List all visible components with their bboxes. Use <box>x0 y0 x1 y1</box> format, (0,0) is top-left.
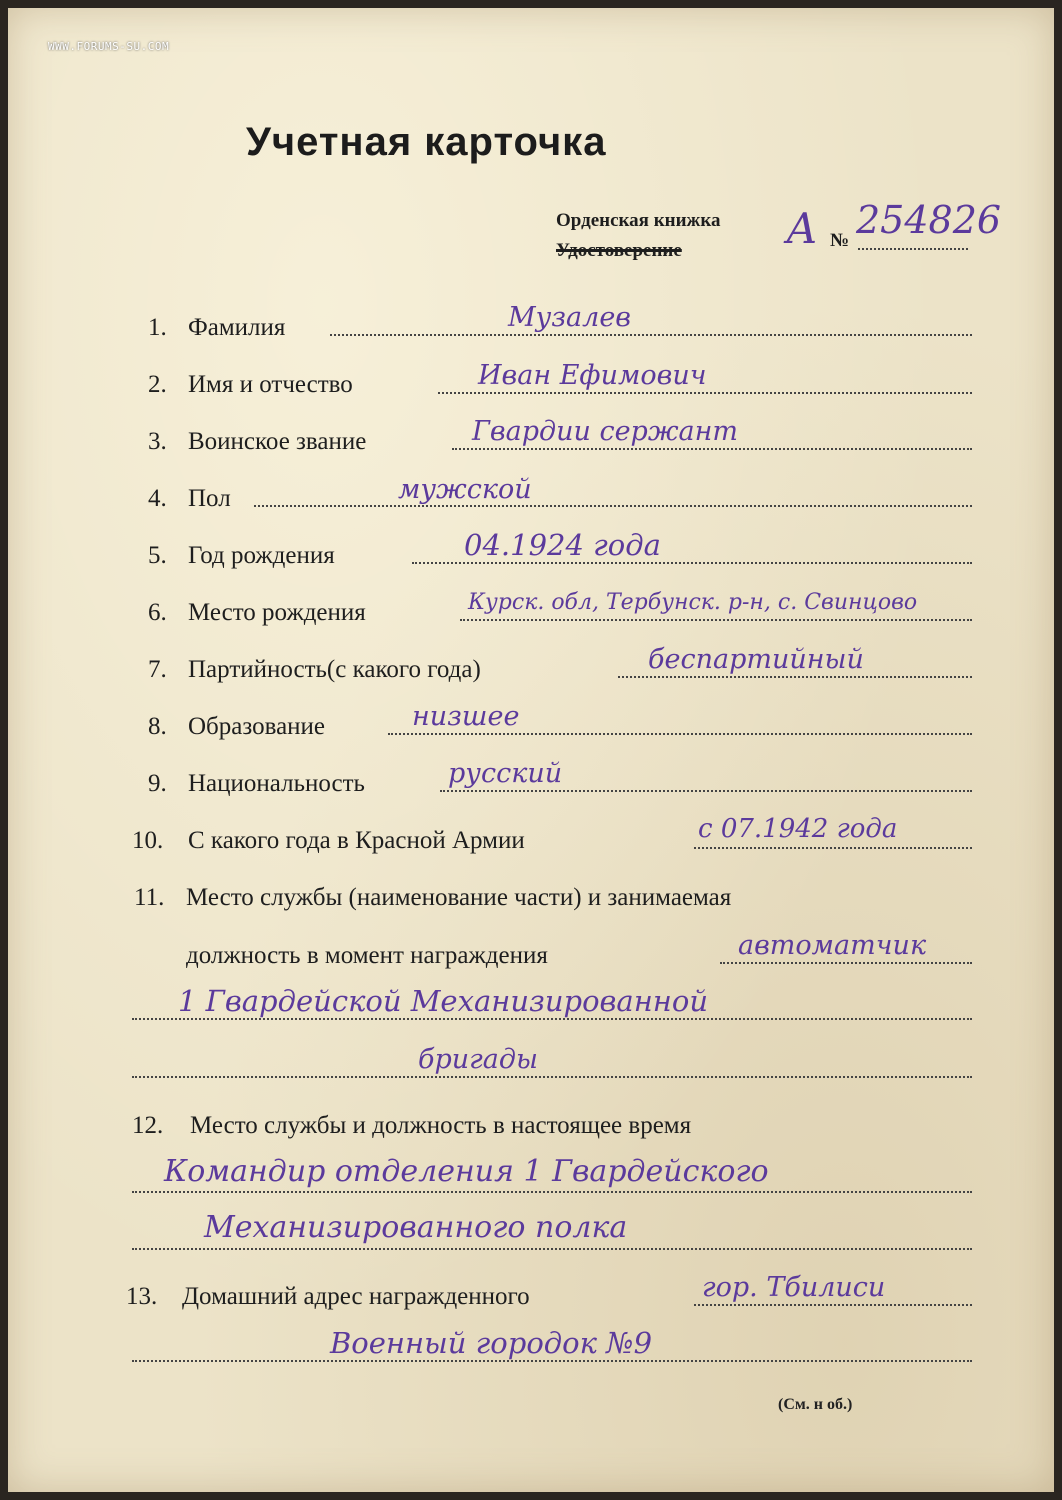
field-7-line <box>618 676 972 678</box>
field-3-value: Гвардии сержант <box>472 416 739 447</box>
field-1-value: Музалев <box>508 302 632 333</box>
field-13-line-1 <box>694 1304 972 1306</box>
field-3-line <box>452 448 972 450</box>
field-5-value: 04.1924 года <box>464 528 661 562</box>
field-6-number: 6. <box>148 599 167 626</box>
field-5-number: 5. <box>148 542 167 569</box>
field-4-line <box>254 505 972 507</box>
field-8-label: Образование <box>188 713 326 740</box>
field-11-value-line3: бригады <box>418 1044 538 1075</box>
field-8-line <box>388 733 972 735</box>
field-7-number: 7. <box>148 656 167 683</box>
field-4-label: Пол <box>188 485 231 512</box>
field-4-value: мужской <box>398 474 532 505</box>
field-7-value: беспартийный <box>648 644 864 675</box>
field-13-label: Домашний адрес награжденного <box>182 1283 530 1310</box>
document-number: 254826 <box>856 198 1002 242</box>
field-9-line <box>440 790 972 792</box>
document-series: А <box>786 204 818 253</box>
field-11-number: 11. <box>134 884 165 911</box>
number-sign: № <box>830 230 850 251</box>
field-12-line-2 <box>132 1248 972 1250</box>
field-8-number: 8. <box>148 713 167 740</box>
field-9-number: 9. <box>148 770 167 797</box>
field-2-line <box>438 392 972 394</box>
field-11-value-line1: автоматчик <box>738 930 927 961</box>
record-card <box>8 8 1054 1492</box>
field-10-number: 10. <box>132 827 164 854</box>
number-line <box>858 248 968 250</box>
field-12-value-line2: Механизированного полка <box>204 1210 628 1245</box>
field-12-value-line1: Командир отделения 1 Гвардейского <box>164 1154 769 1189</box>
field-11-value-line2: 1 Гвардейской Механизированной <box>178 984 709 1018</box>
field-11-line-3 <box>132 1076 972 1078</box>
field-6-label: Место рождения <box>188 599 366 626</box>
field-11-line-1 <box>720 962 972 964</box>
field-1-label: Фамилия <box>188 314 286 341</box>
field-7-label: Партийность(с какого года) <box>188 656 481 683</box>
field-11-label-line1: Место службы (наименование части) и занимаемая <box>186 884 732 911</box>
field-5-line <box>412 562 972 564</box>
field-13-value-line2: Военный городок №9 <box>330 1326 653 1360</box>
field-6-value: Курск. обл, Тербунск. р-н, с. Свинцово <box>468 590 918 615</box>
field-11-label-line2: должность в момент награждения <box>186 942 548 969</box>
field-1-number: 1. <box>148 314 167 341</box>
field-13-value-line1: гор. Тбилиси <box>702 1272 886 1303</box>
orden-book-label: Орденская книжка <box>556 210 721 231</box>
field-2-label: Имя и отчество <box>188 371 353 398</box>
card-title: Учетная карточка <box>246 120 607 164</box>
field-10-line <box>694 847 972 849</box>
field-6-line <box>460 619 972 621</box>
field-2-value: Иван Ефимович <box>478 360 707 391</box>
field-3-label: Воинское звание <box>188 428 367 455</box>
field-10-value: с 07.1942 года <box>698 814 898 844</box>
field-4-number: 4. <box>148 485 167 512</box>
field-10-label: С какого года в Красной Армии <box>188 827 525 854</box>
field-9-label: Национальность <box>188 770 365 797</box>
certificate-label: Удостоверение <box>556 240 682 261</box>
field-1-line <box>330 334 972 336</box>
see-reverse-note: (См. н об.) <box>778 1396 853 1413</box>
field-2-number: 2. <box>148 371 167 398</box>
field-12-line-1 <box>132 1191 972 1193</box>
field-13-line-2 <box>132 1360 972 1362</box>
field-3-number: 3. <box>148 428 167 455</box>
field-9-value: русский <box>448 758 563 789</box>
field-12-label: Место службы и должность в настоящее время <box>190 1112 692 1139</box>
field-8-value: низшее <box>412 701 520 732</box>
field-12-number: 12. <box>132 1112 164 1139</box>
field-11-line-2 <box>132 1018 972 1020</box>
field-5-label: Год рождения <box>188 542 335 569</box>
watermark: WWW.FORUMS-SU.COM <box>48 40 170 53</box>
field-13-number: 13. <box>126 1283 158 1310</box>
